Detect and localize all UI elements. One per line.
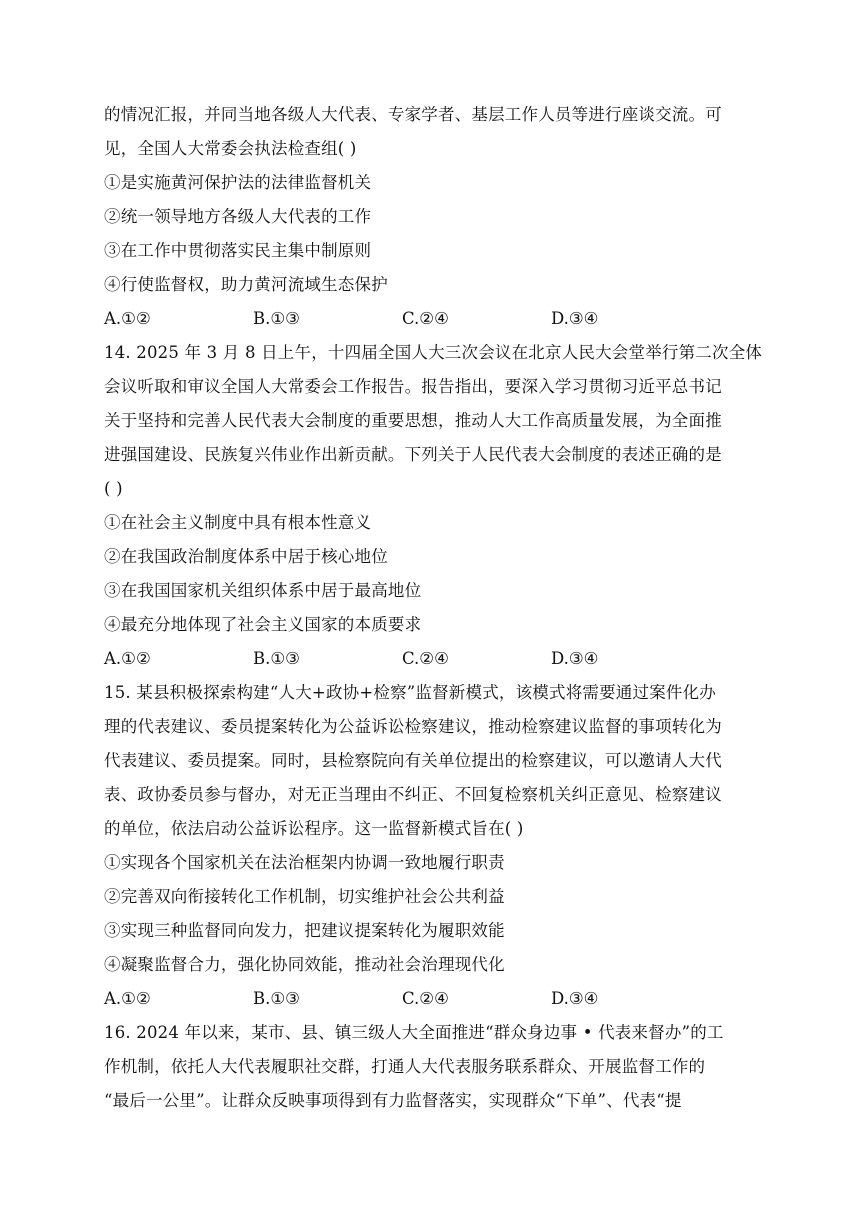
option-b: B.①③ bbox=[253, 649, 300, 668]
choice-item: ③实现三种监督同向发力，把建议提案转化为履职效能 bbox=[104, 921, 505, 940]
text-line: 进强国建设、民族复兴伟业作出新贡献。下列关于人民代表大会制度的表述正确的是 bbox=[104, 445, 722, 464]
option-c: C.②④ bbox=[402, 309, 449, 328]
answer-options-q14 bbox=[104, 642, 756, 676]
question-15-text: 15. 某县积极探索构建“人大+政协+检察”监督新模式，该模式将需要通过案件化办 bbox=[104, 683, 717, 702]
option-b: B.①③ bbox=[253, 989, 300, 1008]
choice-item: ④凝聚监督合力，强化协同效能，推动社会治理现代化 bbox=[104, 955, 505, 974]
text-line: 理的代表建议、委员提案转化为公益诉讼检察建议，推动检察建议监督的事项转化为 bbox=[104, 717, 722, 736]
choice-item: ②完善双向衔接转化工作机制，切实维护社会公共利益 bbox=[104, 887, 505, 906]
answer-options-q13 bbox=[104, 302, 756, 336]
choice-item: ④行使监督权，助力黄河流域生态保护 bbox=[104, 275, 388, 294]
text-line: 作机制，依托人大代表履职社交群，打通人大代表服务联系群众、开展监督工作的 bbox=[104, 1057, 706, 1076]
choice-item: ③在工作中贯彻落实民主集中制原则 bbox=[104, 241, 372, 260]
text-line: 的情况汇报，并同当地各级人大代表、专家学者、基层工作人员等进行座谈交流。可 bbox=[104, 105, 722, 124]
question-14-text: 14. 2025 年 3 月 8 日上午，十四届全国人大三次会议在北京人民大会堂举行第二次全体 bbox=[104, 343, 763, 362]
text-line: 表、政协委员参与督办，对无正当理由不纠正、不回复检察机关纠正意见、检察建议 bbox=[104, 785, 722, 804]
choice-item: ②在我国政治制度体系中居于核心地位 bbox=[104, 547, 388, 566]
choice-item: ②统一领导地方各级人大代表的工作 bbox=[104, 207, 372, 226]
document-page bbox=[104, 98, 763, 1118]
text-line: 会议听取和审议全国人大常委会工作报告。报告指出，要深入学习贯彻习近平总书记 bbox=[104, 377, 722, 396]
text-line: 的单位，依法启动公益诉讼程序。这一监督新模式旨在( ) bbox=[104, 819, 524, 838]
option-b: B.①③ bbox=[253, 309, 300, 328]
option-c: C.②④ bbox=[402, 649, 449, 668]
text-line: 代表建议、委员提案。同时，县检察院向有关单位提出的检察建议，可以邀请人大代 bbox=[104, 751, 722, 770]
option-d: D.③④ bbox=[551, 649, 599, 668]
answer-options-q15 bbox=[104, 982, 756, 1016]
option-c: C.②④ bbox=[402, 989, 449, 1008]
option-d: D.③④ bbox=[551, 989, 599, 1008]
question-16-text: 16. 2024 年以来，某市、县、镇三级人大全面推进“群众身边事 • 代表来督办”的工 bbox=[104, 1023, 724, 1042]
text-line: 关于坚持和完善人民代表大会制度的重要思想，推动人大工作高质量发展，为全面推 bbox=[104, 411, 722, 430]
option-a: A.①② bbox=[104, 649, 151, 668]
text-line: ( ) bbox=[104, 479, 123, 498]
choice-item: ④最充分地体现了社会主义国家的本质要求 bbox=[104, 615, 422, 634]
choice-item: ①在社会主义制度中具有根本性意义 bbox=[104, 513, 372, 532]
option-a: A.①② bbox=[104, 989, 151, 1008]
option-d: D.③④ bbox=[551, 309, 599, 328]
option-a: A.①② bbox=[104, 309, 151, 328]
choice-item: ①是实施黄河保护法的法律监督机关 bbox=[104, 173, 372, 192]
choice-item: ①实现各个国家机关在法治框架内协调一致地履行职责 bbox=[104, 853, 505, 872]
text-line: 见，全国人大常委会执法检查组( ) bbox=[104, 139, 357, 158]
choice-item: ③在我国国家机关组织体系中居于最高地位 bbox=[104, 581, 422, 600]
text-line: “最后一公里”。让群众反映事项得到有力监督落实，实现群众“下单”、代表“提 bbox=[104, 1091, 682, 1110]
